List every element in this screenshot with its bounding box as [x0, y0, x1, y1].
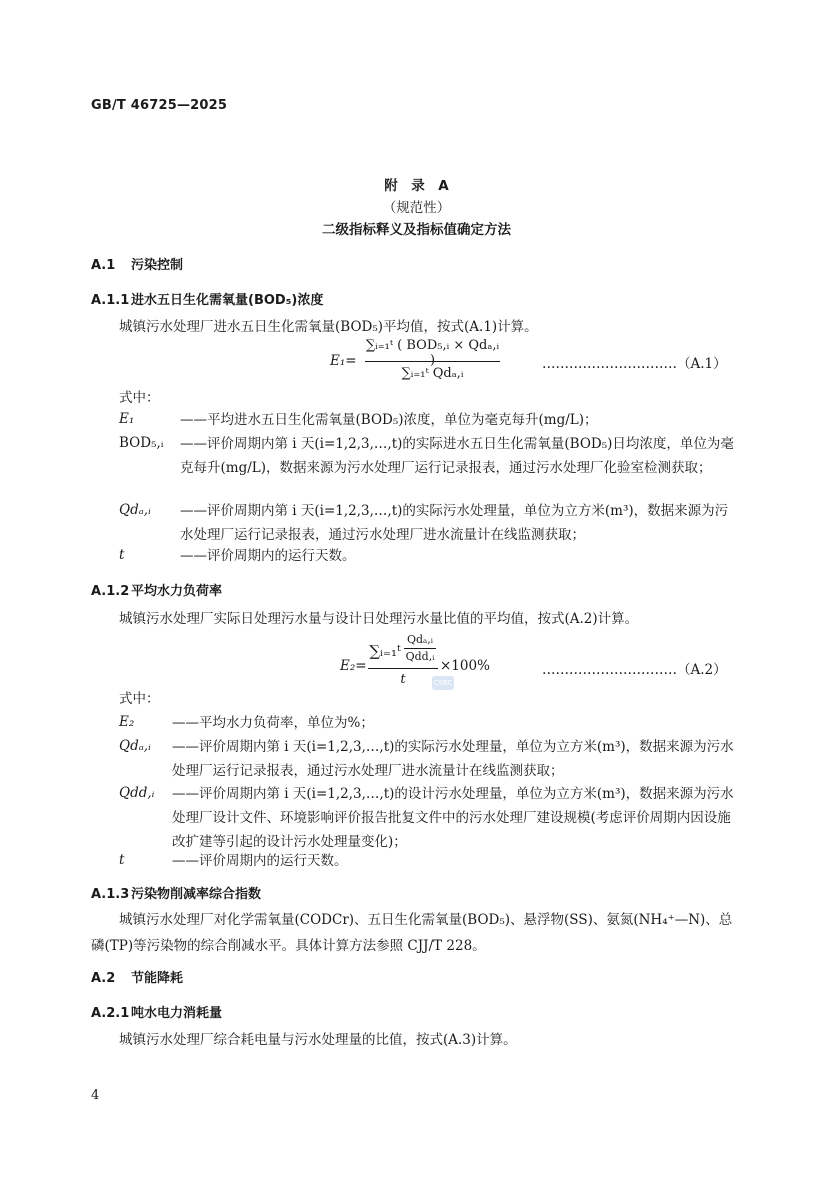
eq-a2-sum: ∑ᵢ₌₁ᵗ [369, 642, 401, 660]
def-term: Qdₐ,ᵢ [119, 502, 151, 518]
def-term: t [119, 547, 125, 563]
section-number: A.1.1 [91, 293, 130, 308]
section-title: 污染物削减率综合指数 [131, 887, 262, 902]
eq-a2-lhs: E₂= [340, 658, 367, 674]
eq-a2-inner-denominator: Qdd,ᵢ [405, 650, 435, 663]
eq-a2-inner-numerator: Qdₐ,ᵢ [406, 633, 433, 646]
eq-a2-tail: ×100% [440, 658, 490, 674]
section-a13-heading [91, 883, 261, 902]
eq-a1-lhs: E₁= [330, 353, 357, 369]
section-a21-heading [91, 1002, 222, 1021]
a21-intro: 城镇污水处理厂综合耗电量与污水处理量的比值，按式(A.3)计算。 [119, 1032, 517, 1048]
eq-a1-fraction-bar [365, 361, 500, 362]
standard-code: GB/T 46725—2025 [91, 98, 228, 113]
section-title: 污染控制 [131, 258, 184, 273]
section-a1-heading [91, 254, 183, 273]
def-text: ——平均水力负荷率，单位为%； [172, 715, 374, 731]
def-text: ——平均进水五日生化需氧量(BOD₅)浓度，单位为毫克每升(mg/L)； [180, 412, 598, 428]
eq-a1-number: …………………………（A.1） [542, 356, 727, 372]
def-term: E₁ [119, 411, 135, 427]
a11-where: 式中： [119, 390, 160, 406]
def-text: ——评价周期内第 i 天(i=1,2,3,…,t)的实际进水五日生化需氧量(BOD₅)日均浓度，单位为毫克每升(mg/L)，数据来源为污水处理厂运行记录报表，通过污水处理厂化验室检测获取； [180, 436, 734, 476]
eq-a2-denominator: t [400, 672, 406, 687]
def-text: ——评价周期内的运行天数。 [180, 548, 356, 564]
def-term: t [119, 852, 125, 868]
def-text: ——评价周期内第 i 天(i=1,2,3,…,t)的实际污水处理量，单位为立方米(m³)，数据来源为污水处理厂运行记录报表，通过污水处理厂进水流量计在线监测获取； [172, 739, 734, 779]
def-text: ——评价周期内的运行天数。 [172, 853, 348, 869]
section-number: A.2 [91, 971, 116, 986]
section-title: 平均水力负荷率 [131, 584, 223, 599]
def-term: Qdd,ᵢ [119, 785, 155, 801]
a13-body: 城镇污水处理厂对化学需氧量(CODCr)、五日生化需氧量(BOD₅)、悬浮物(SS)、氨氮(NH₄⁺—N)、总磷(TP)等污染物的综合削减水平。具体计算方法参照 CJJ/T 228。 [91, 912, 733, 954]
section-a11-heading [91, 289, 323, 308]
section-a12-heading [91, 580, 222, 599]
section-title: 节能降耗 [131, 971, 184, 986]
appendix-subtitle: 二级指标释义及指标值确定方法 [322, 222, 511, 238]
def-term: Qdₐ,ᵢ [119, 738, 151, 754]
section-number: A.1 [91, 258, 116, 273]
eq-a2-number: …………………………（A.2） [542, 662, 727, 678]
page-number: 4 [91, 1088, 100, 1103]
def-text: ——评价周期内第 i 天(i=1,2,3,…,t)的实际污水处理量，单位为立方米(m³)，数据来源为污水处理厂运行记录报表，通过污水处理厂进水流量计在线监测获取； [180, 503, 729, 543]
eq-a1-denominator: ∑ᵢ₌₁ᵗ Qdₐ,ᵢ [401, 366, 464, 381]
def-term: E₂ [119, 714, 135, 730]
section-number: A.1.2 [91, 584, 130, 599]
def-term: BOD₅,ᵢ [119, 435, 164, 451]
a12-where: 式中： [119, 691, 160, 707]
appendix-title: 附 录 A [384, 178, 449, 194]
section-number: A.1.3 [91, 887, 130, 902]
eq-a2-fraction-bar [368, 668, 438, 669]
eq-a1-numerator: ∑ᵢ₌₁ᵗ ( BOD₅,ᵢ × Qdₐ,ᵢ [365, 338, 500, 353]
a11-intro: 城镇污水处理厂进水五日生化需氧量(BOD₅)平均值，按式(A.1)计算。 [119, 319, 538, 335]
section-number: A.2.1 [91, 1006, 130, 1021]
watermark-logo: CSRC [432, 676, 454, 690]
section-title: 进水五日生化需氧量(BOD₅)浓度 [131, 293, 324, 308]
section-title: 吨水电力消耗量 [131, 1006, 223, 1021]
section-a2-heading [91, 967, 183, 986]
eq-a2-inner-bar [404, 648, 436, 649]
a12-intro: 城镇污水处理厂实际日处理污水量与设计日处理污水量比值的平均值，按式(A.2)计算。 [119, 611, 639, 627]
def-text: ——评价周期内第 i 天(i=1,2,3,…,t)的设计污水处理量，单位为立方米(m³)，数据来源为污水处理厂设计文件、环境影响评价报告批复文件中的污水处理厂建设规模(考虑评价周期内因设施改扩建等引起的设计污水处理量变化)； [172, 786, 734, 850]
appendix-nature: （规范性） [382, 200, 451, 216]
